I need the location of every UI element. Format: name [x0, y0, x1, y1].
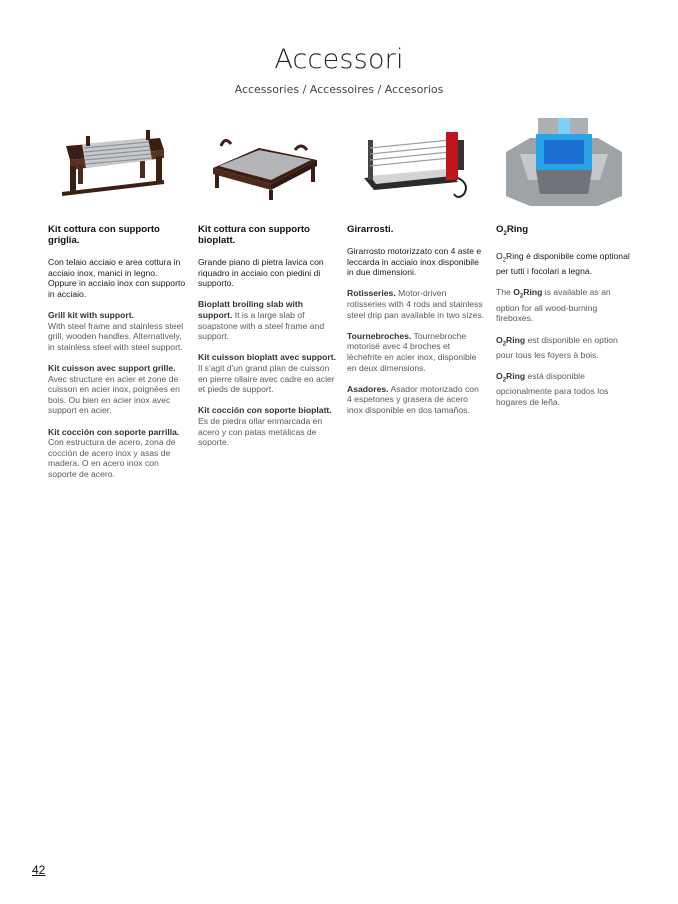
- grill-kit-en-bold: Grill kit with support.: [48, 309, 134, 320]
- bioplatt-en-bold: Bioplatt broiling slab with support.: [198, 299, 304, 320]
- rotisserie-heading: Girarrosti.: [347, 224, 394, 235]
- rotisserie-image: [350, 118, 478, 206]
- o2ring-fr-body: est disponible en option pour tous les foyers à bois.: [496, 334, 618, 360]
- grill-kit-text-it: Con telaio acciaio e area cottura in acciaio inox, manici in legno. Oppure in acciaio inox con supporto in acciaio.: [48, 257, 186, 299]
- column-grill-kit: [48, 224, 186, 490]
- o2-sub: 2: [502, 341, 507, 348]
- o2ring-text-it: [496, 251, 634, 277]
- page-subtitle: Accessories / Accessoires / Accesorios: [234, 83, 444, 96]
- grill-kit-fr-bold: Kit cuisson avec support grille.: [48, 362, 176, 373]
- o2-ring: Ring: [506, 371, 526, 381]
- o2ring-it-body: Ring è disponibile come optional per tutti i focolari a legna.: [496, 250, 630, 277]
- grill-kit-heading: Kit cottura con supporto griglia.: [48, 224, 160, 246]
- o2-ring: Ring: [506, 334, 526, 345]
- rotisserie-text-fr: [347, 331, 485, 373]
- page-title: Accessori: [274, 44, 404, 75]
- bioplatt-text-fr: [198, 352, 336, 394]
- rotisserie-en-body: Motor-driven rotisseries with 4 rods and stainless steel drip pan available in two sizes.: [347, 288, 485, 320]
- grill-kit-es-bold: Kit cocción con soporte parrilla.: [48, 426, 180, 437]
- o2-o: O: [496, 371, 503, 381]
- o2ring-en-pre: The: [496, 287, 514, 298]
- o2-o: O: [496, 334, 503, 345]
- rotisserie-text-en: [347, 288, 485, 320]
- bioplatt-heading: Kit cottura con supporto bioplatt.: [198, 224, 310, 246]
- o2ring-es-body: está disponible opcionalmente para todos los hogares de leña.: [496, 371, 609, 407]
- bioplatt-es-bold: Kit cocción con soporte bioplatt.: [198, 405, 332, 416]
- grill-kit-text-fr: [48, 363, 186, 416]
- rotisserie-fr-bold: Tournebroches.: [347, 330, 412, 341]
- bioplatt-en-body: It is a large slab of soapstone with a steel frame and support.: [198, 309, 325, 342]
- rotisserie-text-es: [347, 384, 485, 416]
- rotisserie-text-it: Girarrosto motorizzato con 4 aste e leccarda in acciaio inox disponibile in due dimensioni.: [347, 246, 482, 278]
- grill-kit-es-body: Con estructura de acero, zona de cocción de acero inox y asas de madera. O en acero inox con soporte de acero.: [48, 437, 176, 479]
- grill-kit-image: [48, 118, 176, 206]
- o2-o: O: [513, 287, 520, 298]
- bioplatt-text-en: [198, 299, 336, 341]
- o2-ring: Ring: [506, 224, 529, 235]
- column-rotisserie: [347, 224, 485, 426]
- rotisserie-fr-body: Tournebroche motorisé avec 4 broches et lèchefrite en acier inox, disponible en deux dimensions.: [347, 330, 477, 373]
- column-o2ring: [496, 224, 634, 418]
- page-number: 42: [32, 863, 46, 877]
- grill-kit-text-en: [48, 310, 186, 352]
- o2ring-image: [500, 118, 628, 206]
- o2ring-heading: [496, 224, 634, 240]
- bioplatt-fr-body: Il s'agit d'un grand plan de cuisson en pierre ollaire avec cadre en acier et pieds de support.: [198, 362, 335, 395]
- bioplatt-text-it: Grande piano di pietra lavica con riquadro in acciaio con piedini di supporto.: [198, 257, 324, 289]
- o2ring-en-body: is available as an option for all wood-burning fireboxes.: [496, 287, 611, 324]
- bioplatt-es-body: Es de piedra ollar enmarcada en acero y con patas metálicas de soporte.: [198, 415, 323, 448]
- grill-kit-text-es: [48, 427, 186, 480]
- grill-kit-fr-body: Avec structure en acier et zone de cuisson en acier inox, poignées en bois. Ou bien en acier inox avec support en acier.: [48, 373, 180, 416]
- bioplatt-fr-bold: Kit cuisson bioplatt avec support.: [198, 352, 336, 363]
- o2-o: O: [496, 250, 503, 261]
- o2-sub: 2: [502, 257, 507, 264]
- column-bioplatt-kit: [198, 224, 336, 458]
- o2-sub: 2: [503, 230, 507, 237]
- rotisserie-en-bold: Rotisseries.: [347, 288, 396, 299]
- o2ring-text-en: [496, 287, 634, 324]
- grill-kit-en-body: With steel frame and stainless steel grill, wooden handles. Alternatively, in stainless steel with steel support.: [48, 320, 184, 352]
- o2ring-text-fr: [496, 335, 634, 361]
- o2ring-text-es: [496, 371, 634, 408]
- o2-sub: 2: [519, 294, 524, 301]
- bioplatt-kit-image: [199, 118, 327, 206]
- o2-ring: Ring: [523, 287, 543, 298]
- bioplatt-text-es: [198, 405, 336, 447]
- o2-sub: 2: [502, 377, 507, 384]
- o2-o: O: [496, 224, 504, 235]
- rotisserie-es-bold: Asadores.: [347, 383, 389, 394]
- rotisserie-es-body: Asador motorizado con 4 espetones y grasera de acero inox disponible en dos tamaños.: [347, 383, 479, 415]
